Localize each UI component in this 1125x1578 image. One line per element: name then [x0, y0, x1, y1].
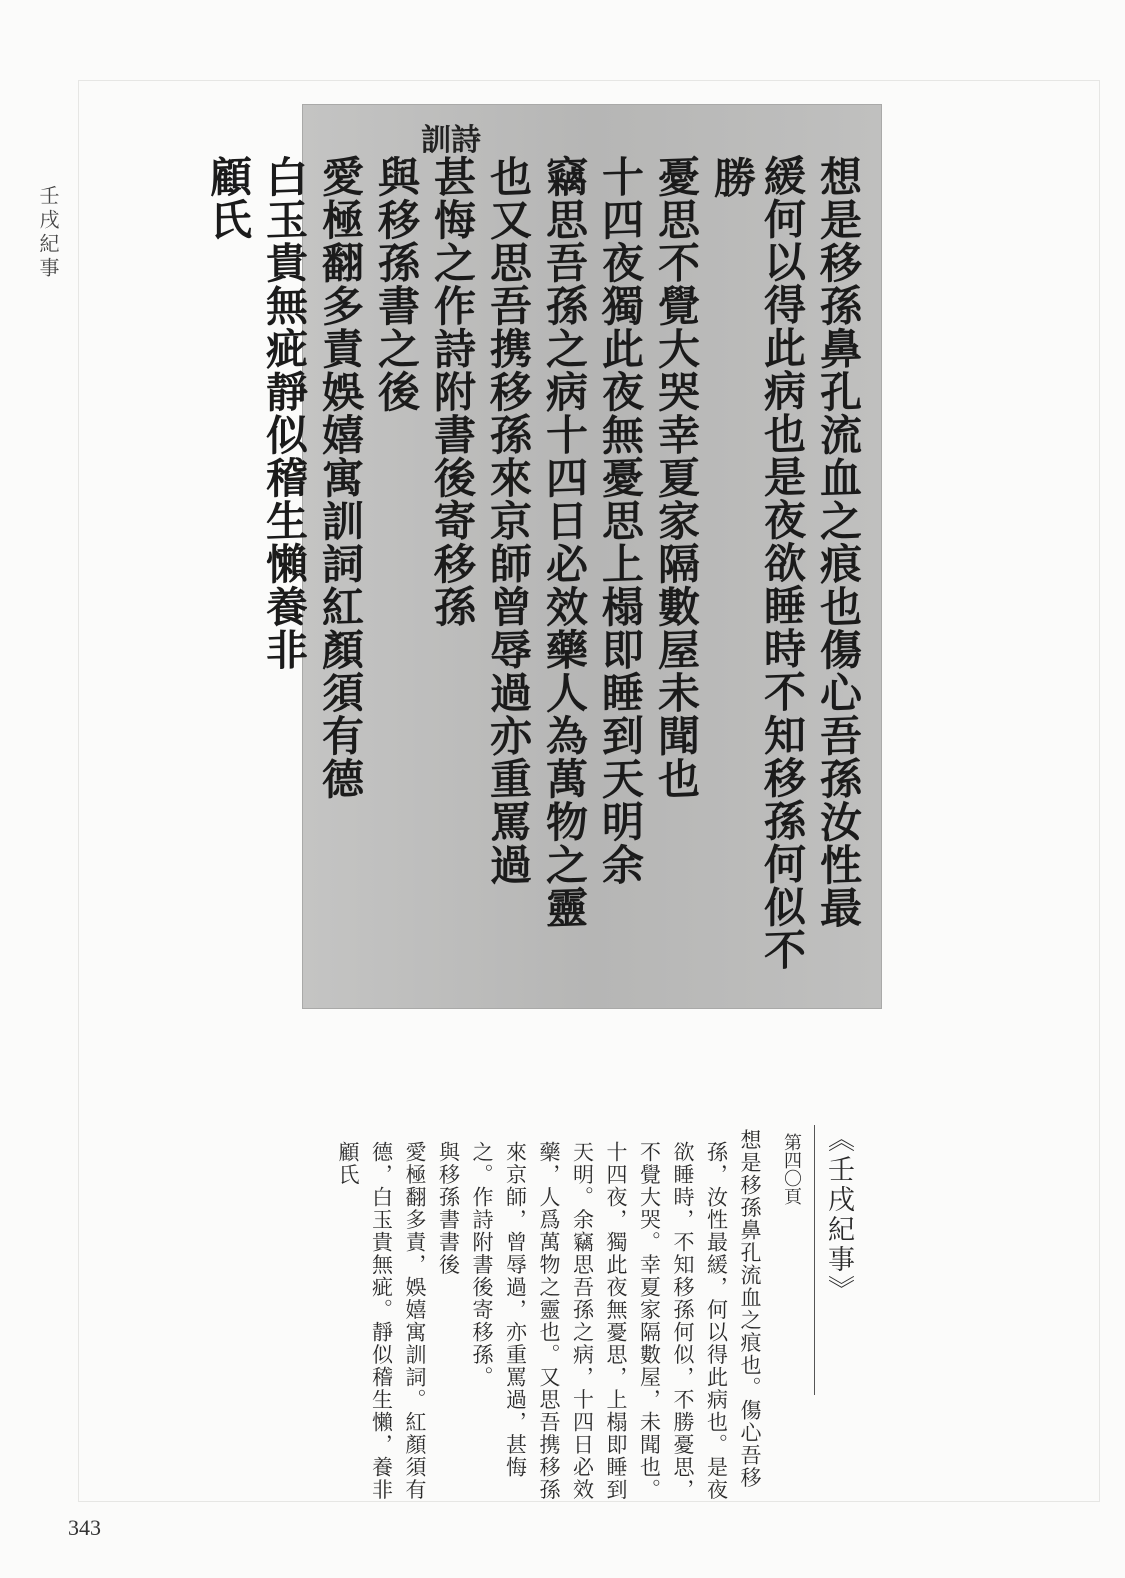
caption-line: 天明。余竊思吾孫之病，十四日必效: [570, 1141, 595, 1501]
calligraphy-column: 甚悔之作詩附書後寄移孫: [428, 154, 477, 629]
caption-line: 想是移孫鼻孔流血之痕也。傷心吾移: [738, 1129, 762, 1489]
caption-line: 與移孫書書後: [436, 1141, 461, 1276]
caption-line: 十四夜，獨此夜無憂思，上榻即睡到: [604, 1141, 628, 1501]
caption-line: 藥，人爲萬物之靈也。又思吾携移孫: [537, 1141, 561, 1501]
caption-line: 德，白玉貴無疵。靜似稽生懶，養非: [369, 1141, 394, 1501]
calligraphy-column: 顧氏: [204, 154, 253, 242]
caption-page-reference: 第四〇頁: [781, 1133, 802, 1205]
calligraphy-column: 憂思不覺大哭幸夏家隔數屋未聞也: [652, 154, 701, 801]
calligraphy-column: 白玉貴無疵靜似稽生懶養非: [260, 154, 309, 672]
caption-line: 愛極翻多責，娛嬉寓訓詞。紅顏須有: [403, 1141, 427, 1501]
calligraphy-column: 也又思吾携移孫來京師曾辱過亦重罵過: [484, 154, 533, 887]
calligraphy-column: 竊思吾孫之病十四日必效藥人為萬物之靈: [540, 154, 589, 930]
running-header: 壬戌紀事: [36, 185, 60, 281]
calligraphy-column: 緩何以得此病也是夜欲睡時不知移孫何似不勝: [708, 153, 807, 972]
caption-line: 來京師，曾辱過，亦重罵過，甚悔: [503, 1141, 528, 1479]
caption-body: [331, 1125, 767, 1501]
calligraphy-columns: [203, 155, 863, 1005]
caption-block: [331, 1125, 858, 1501]
page-number: 343: [68, 1515, 101, 1540]
calligraphy-column: 與移孫書之後: [372, 154, 421, 414]
calligraphy-column: 愛極翻多責娛嬉寓訓詞紅顏須有德: [316, 154, 365, 801]
calligraphy-column: 想是移孫鼻孔流血之痕也傷心吾孫汝性最: [814, 154, 863, 930]
caption-line: 孫，汝性最緩，何以得此病也。是夜: [704, 1141, 729, 1501]
caption-line: 不覺大哭。幸夏家隔數屋，未聞也。: [637, 1141, 662, 1501]
caption-line: 顧氏: [336, 1141, 360, 1186]
calligraphy-manuscript-image: [204, 105, 881, 1008]
caption-title: 《壬戌紀事》: [814, 1125, 857, 1395]
calligraphy-top-note: 訓詩: [421, 123, 481, 158]
calligraphy-column: 十四夜獨此夜無憂思上榻即睡到天明余: [596, 154, 645, 887]
caption-line: 欲睡時，不知移孫何似，不勝憂思，: [671, 1141, 695, 1501]
caption-line: 之。作詩附書後寄移孫。: [470, 1141, 494, 1389]
